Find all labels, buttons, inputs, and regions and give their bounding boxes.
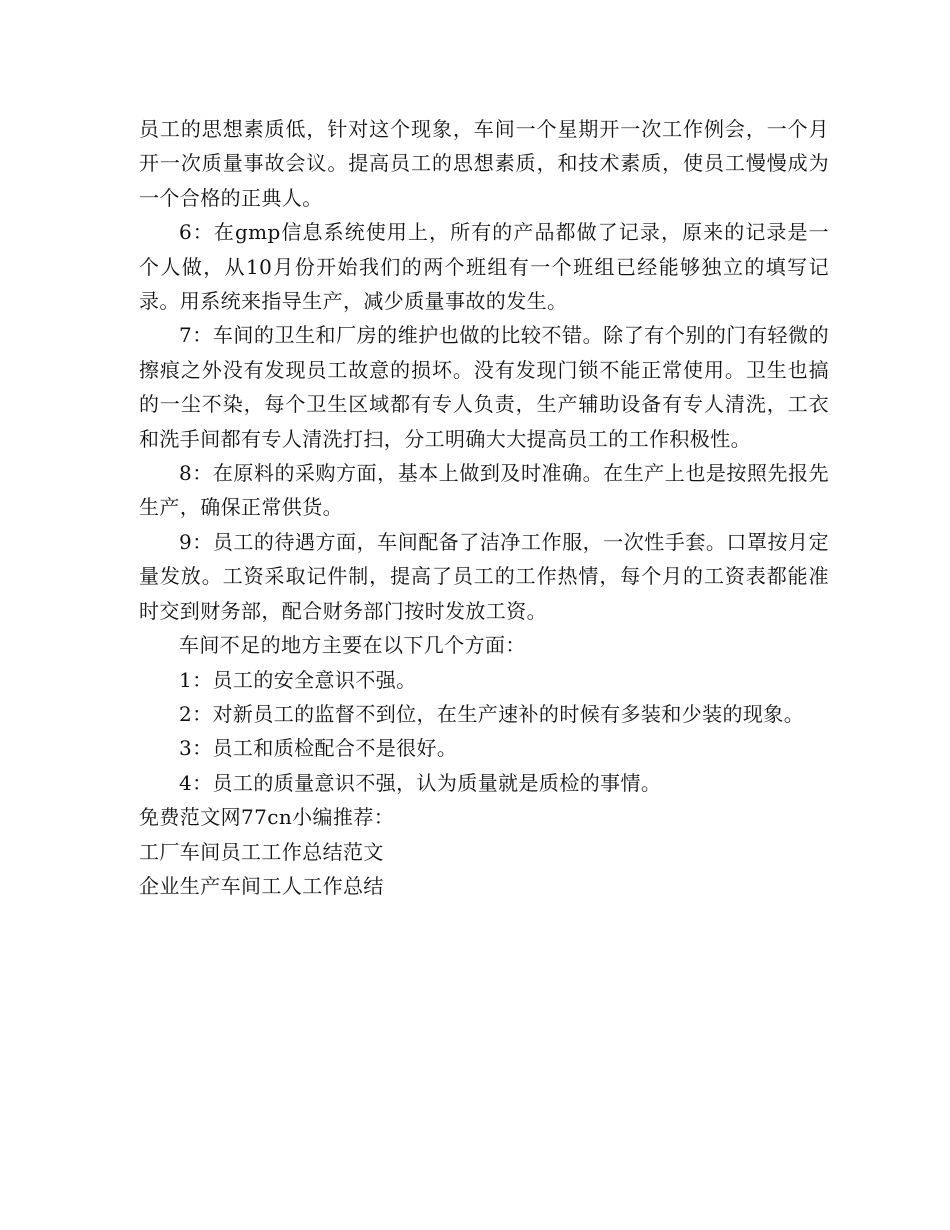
paragraph-item-9: 9：员工的待遇方面，车间配备了洁净工作服，一次性手套。口罩按月定量发放。工资采取记件制，提高了员工的工作热情，每个月的工资表都能准时交到财务部，配合财务部门按时发放工资。 — [139, 529, 829, 623]
paragraph-item-6: 6：在gmp信息系统使用上，所有的产品都做了记录，原来的记录是一个人做，从10月份开始我们的两个班组有一个班组已经能够独立的填写记录。用系统来指导生产，减少质量事故的发生。 — [139, 220, 829, 314]
shortcoming-item-3: 3：员工和质检配合不是很好。 — [179, 736, 458, 761]
document-body — [139, 112, 829, 903]
paragraph-item-7: 7：车间的卫生和厂房的维护也做的比较不错。除了有个别的门有轻微的擦痕之外没有发现员工故意的损坏。没有发现门锁不能正常使用。卫生也搞的一尘不染，每个卫生区域都有专人负责，生产辅助设备有专人清洗，工衣和洗手间都有专人清洗打扫，分工明确大大提高员工的工作积极性。 — [139, 323, 829, 451]
shortcoming-item-1: 1：员工的安全意识不强。 — [179, 667, 417, 692]
recommend-heading: 免费范文网77cn小编推荐： — [139, 805, 395, 830]
shortcoming-item-4: 4：员工的质量意识不强，认为质量就是质检的事情。 — [179, 770, 662, 795]
recommended-link[interactable]: 企业生产车间工人工作总结 — [139, 873, 384, 898]
paragraph-continuation: 员工的思想素质低，针对这个现象，车间一个星期开一次工作例会，一个月开一次质量事故会议。提高员工的思想素质，和技术素质，使员工慢慢成为一个合格的正典人。 — [139, 117, 829, 210]
recommended-link[interactable]: 工厂车间员工工作总结范文 — [139, 839, 384, 864]
shortcoming-item-2: 2：对新员工的监督不到位，在生产速补的时候有多装和少装的现象。 — [179, 701, 805, 726]
paragraph-item-8: 8：在原料的采购方面，基本上做到及时准确。在生产上也是按照先报先生产，确保正常供货。 — [139, 461, 829, 520]
shortcomings-intro: 车间不足的地方主要在以下几个方面： — [179, 633, 526, 658]
